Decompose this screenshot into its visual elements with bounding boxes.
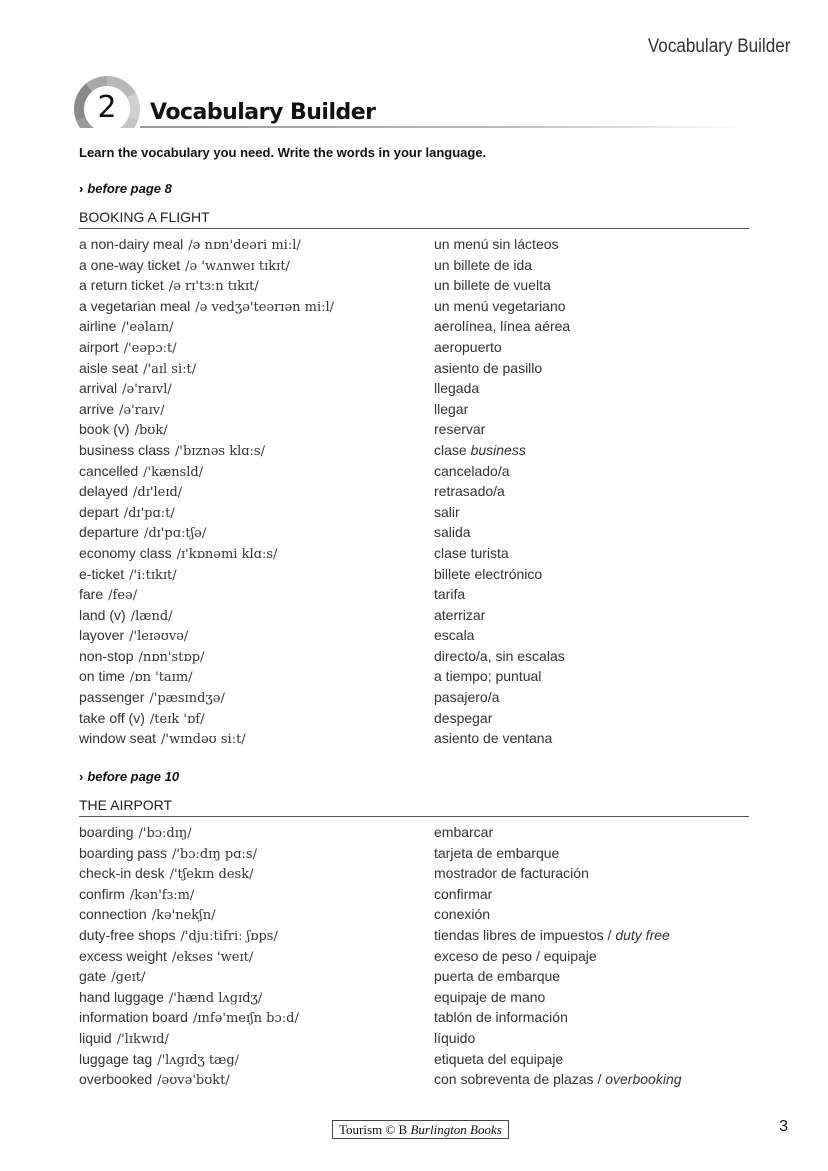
translation-text: con sobreventa de plazas / bbox=[434, 1071, 602, 1088]
vocab-translation bbox=[434, 502, 460, 523]
vocab-translation bbox=[434, 543, 509, 564]
vocab-term: connection bbox=[79, 906, 147, 923]
vocab-term: liquid bbox=[79, 1029, 112, 1046]
vocab-translation bbox=[434, 687, 499, 708]
vocab-entry bbox=[79, 378, 749, 399]
vocab-entry bbox=[79, 584, 749, 605]
vocab-ipa: /'eəpɔːt/ bbox=[123, 340, 177, 356]
vocab-entry bbox=[79, 884, 749, 905]
translation-text: despegar bbox=[434, 709, 493, 726]
section-marker-label: before page 10 bbox=[87, 769, 180, 784]
vocab-translation bbox=[434, 522, 471, 543]
vocab-entry bbox=[79, 708, 749, 729]
vocab-ipa: /'djuːtifriː ʃɒps/ bbox=[180, 928, 278, 944]
vocab-translation bbox=[434, 296, 566, 317]
translation-text: salir bbox=[434, 503, 460, 520]
vocab-ipa: /bʊk/ bbox=[134, 423, 168, 439]
vocab-translation bbox=[434, 966, 560, 987]
vocab-term: a vegetarian meal bbox=[79, 297, 191, 314]
vocab-ipa: /'lʌgɪdʒ tæg/ bbox=[157, 1052, 240, 1068]
vocab-list-the-airport bbox=[79, 822, 749, 1090]
vocab-entry bbox=[79, 337, 749, 358]
vocab-term: a one-way ticket bbox=[79, 256, 181, 273]
vocab-translation bbox=[434, 843, 559, 864]
vocab-entry bbox=[79, 863, 749, 884]
vocab-entry bbox=[79, 1007, 749, 1028]
vocab-ipa: /ə rɪ'tɜːn tɪkɪt/ bbox=[168, 279, 259, 295]
instructions: Learn the vocabulary you need. Write the words in your language. bbox=[79, 145, 487, 160]
vocab-term: business class bbox=[79, 441, 171, 458]
vocab-entry bbox=[79, 646, 749, 667]
vocab-entry bbox=[79, 625, 749, 646]
translation-text: embarcar bbox=[434, 824, 494, 840]
vocab-translation bbox=[434, 316, 570, 337]
translation-text: conexión bbox=[434, 906, 491, 923]
vocab-ipa: /ə'raɪv/ bbox=[119, 402, 165, 418]
vocab-translation bbox=[434, 275, 551, 296]
vocab-term: departure bbox=[79, 524, 139, 541]
vocab-term: depart bbox=[79, 503, 119, 520]
translation-text: asiento de pasillo bbox=[434, 359, 543, 376]
vocab-translation bbox=[434, 1007, 568, 1028]
section-marker bbox=[79, 769, 179, 784]
vocab-term: boarding pass bbox=[79, 844, 167, 861]
vocab-entry bbox=[79, 843, 749, 864]
running-head: Vocabulary Builder bbox=[647, 36, 790, 57]
vocab-translation bbox=[434, 646, 565, 667]
vocab-entry bbox=[79, 481, 749, 502]
vocab-translation bbox=[434, 255, 532, 276]
vocab-translation bbox=[434, 461, 510, 482]
vocab-ipa: /'pæsɪndʒə/ bbox=[149, 691, 225, 707]
vocab-ipa: /kə'nekʃn/ bbox=[151, 908, 216, 924]
footer-copyright: © B bbox=[385, 1122, 408, 1137]
translation-text: tarjeta de embarque bbox=[434, 844, 560, 861]
translation-text: asiento de ventana bbox=[434, 730, 553, 747]
vocab-term: take off (v) bbox=[79, 709, 145, 726]
translation-text: cancelado/a bbox=[434, 462, 510, 479]
vocab-ipa: /dɪ'pɑːtʃə/ bbox=[143, 526, 207, 542]
unit-header bbox=[74, 76, 754, 128]
translation-text: exceso de peso / equipaje bbox=[434, 947, 597, 964]
vocab-translation bbox=[434, 925, 670, 946]
translation-text: directo/a, sin escalas bbox=[434, 647, 565, 664]
vocab-ipa: /lænd/ bbox=[130, 608, 173, 624]
vocab-translation bbox=[434, 234, 559, 255]
section-rule bbox=[79, 228, 749, 229]
vocab-translation bbox=[434, 666, 541, 687]
translation-text: equipaje de mano bbox=[434, 988, 546, 1005]
vocab-ipa: /'kænsld/ bbox=[143, 464, 204, 480]
vocab-term: passenger bbox=[79, 689, 145, 706]
vocab-ipa: /əʊvə'bʊkt/ bbox=[157, 1073, 230, 1089]
vocab-ipa: /ə'raɪvl/ bbox=[122, 382, 172, 398]
translation-text: a tiempo; puntual bbox=[434, 668, 542, 685]
translation-text: retrasado/a bbox=[434, 483, 505, 500]
vocab-entry bbox=[79, 358, 749, 379]
translation-text: aerolínea, línea aérea bbox=[434, 318, 571, 335]
vocab-ipa: /kən'fɜːm/ bbox=[129, 887, 195, 903]
translation-text: tiendas libres de impuestos / bbox=[434, 926, 612, 943]
vocab-ipa: /ə vedʒə'teərɪən miːl/ bbox=[195, 299, 335, 315]
vocab-translation bbox=[434, 419, 485, 440]
vocab-entry bbox=[79, 946, 749, 967]
vocab-list-booking-a-flight bbox=[79, 234, 749, 749]
vocab-entry bbox=[79, 461, 749, 482]
vocab-entry bbox=[79, 987, 749, 1008]
vocab-ipa: /'iːtɪkɪt/ bbox=[129, 567, 177, 583]
section-marker-label: before page 8 bbox=[87, 181, 172, 196]
vocab-term: confirm bbox=[79, 885, 125, 902]
vocab-term: information board bbox=[79, 1009, 188, 1026]
vocab-translation bbox=[434, 440, 526, 461]
translation-text: llegar bbox=[434, 400, 469, 417]
vocab-translation bbox=[434, 399, 468, 420]
vocab-translation bbox=[434, 904, 490, 925]
vocab-entry bbox=[79, 1069, 749, 1090]
translation-text: líquido bbox=[434, 1029, 476, 1046]
chevron-right-icon: › bbox=[79, 181, 84, 196]
translation-text: etiqueta del equipaje bbox=[434, 1050, 564, 1067]
footer-publisher: Burlington Books bbox=[410, 1122, 502, 1137]
footer-course: Tourism bbox=[339, 1122, 383, 1137]
vocab-entry bbox=[79, 564, 749, 585]
vocab-term: land (v) bbox=[79, 606, 126, 623]
translation-italic: overbooking bbox=[605, 1071, 682, 1088]
unit-badge bbox=[74, 76, 144, 128]
vocab-translation bbox=[434, 378, 479, 399]
translation-text: mostrador de facturación bbox=[434, 865, 589, 882]
vocab-term: on time bbox=[79, 668, 125, 685]
vocab-translation bbox=[434, 625, 474, 646]
translation-text: puerta de embarque bbox=[434, 968, 561, 985]
vocab-term: non-stop bbox=[79, 647, 134, 664]
vocab-translation bbox=[434, 1028, 475, 1049]
vocab-ipa: /dɪ'leɪd/ bbox=[133, 485, 183, 501]
vocab-entry bbox=[79, 440, 749, 461]
vocab-translation bbox=[434, 605, 485, 626]
vocab-ipa: /'bɪznəs klɑːs/ bbox=[175, 443, 265, 459]
vocab-entry bbox=[79, 296, 749, 317]
vocab-entry bbox=[79, 966, 749, 987]
vocab-entry bbox=[79, 728, 749, 749]
vocab-ipa: /'hænd lʌgɪdʒ/ bbox=[168, 990, 263, 1006]
translation-text: billete electrónico bbox=[434, 565, 543, 582]
vocab-term: luggage tag bbox=[79, 1050, 153, 1067]
vocab-term: fare bbox=[79, 586, 104, 603]
vocab-translation bbox=[434, 884, 492, 905]
vocab-term: boarding bbox=[79, 824, 134, 840]
translation-text: llegada bbox=[434, 380, 480, 397]
footer-publisher-box bbox=[332, 1120, 509, 1139]
unit-title-rule bbox=[140, 126, 750, 128]
vocab-translation bbox=[434, 728, 552, 749]
vocab-term: arrive bbox=[79, 400, 115, 417]
unit-number: 2 bbox=[97, 90, 117, 125]
vocab-term: aisle seat bbox=[79, 359, 139, 376]
vocab-term: window seat bbox=[79, 730, 157, 747]
vocab-ipa: /teɪk 'ɒf/ bbox=[149, 711, 205, 727]
vocab-translation bbox=[434, 708, 492, 729]
vocab-ipa: /geɪt/ bbox=[111, 970, 146, 986]
vocab-ipa: /'bɔːdɪŋ pɑːs/ bbox=[171, 846, 257, 862]
translation-text: pasajero/a bbox=[434, 689, 500, 706]
vocab-entry bbox=[79, 605, 749, 626]
vocab-ipa: /'leɪəʊvə/ bbox=[129, 629, 189, 645]
vocab-translation bbox=[434, 337, 502, 358]
vocab-term: hand luggage bbox=[79, 988, 164, 1005]
vocab-ipa: /ə nɒn'deəri miːl/ bbox=[188, 238, 301, 253]
vocab-term: delayed bbox=[79, 483, 129, 500]
vocab-entry bbox=[79, 275, 749, 296]
vocab-entry bbox=[79, 522, 749, 543]
vocab-entry bbox=[79, 1049, 749, 1070]
vocab-translation bbox=[434, 584, 465, 605]
translation-text: confirmar bbox=[434, 885, 493, 902]
vocab-ipa: /feə/ bbox=[108, 588, 138, 604]
vocab-translation bbox=[434, 822, 493, 843]
vocab-entry bbox=[79, 904, 749, 925]
unit-title: Vocabulary Builder bbox=[150, 100, 376, 125]
vocab-entry bbox=[79, 234, 749, 255]
vocab-term: excess weight bbox=[79, 947, 167, 964]
vocab-term: a return ticket bbox=[79, 277, 164, 294]
vocab-term: a non-dairy meal bbox=[79, 236, 184, 252]
vocab-ipa: /dɪ'pɑːt/ bbox=[123, 505, 175, 521]
page-number: 3 bbox=[779, 1118, 788, 1135]
vocab-ipa: /ɪnfə'meɪʃn bɔːd/ bbox=[192, 1011, 299, 1027]
translation-text: reservar bbox=[434, 421, 486, 438]
vocab-ipa: /ekses 'weɪt/ bbox=[171, 949, 254, 965]
vocab-term: e-ticket bbox=[79, 565, 125, 582]
vocab-entry bbox=[79, 666, 749, 687]
vocab-term: check-in desk bbox=[79, 865, 165, 882]
vocab-translation bbox=[434, 481, 505, 502]
vocab-term: duty-free shops bbox=[79, 926, 176, 943]
vocab-entry bbox=[79, 502, 749, 523]
vocab-translation bbox=[434, 863, 589, 884]
vocab-ipa: /ɒn 'taɪm/ bbox=[129, 670, 193, 686]
vocab-entry bbox=[79, 419, 749, 440]
translation-text: aeropuerto bbox=[434, 338, 502, 355]
vocab-ipa: /'tʃekɪn desk/ bbox=[169, 867, 254, 883]
translation-text: un menú sin lácteos bbox=[434, 236, 559, 252]
translation-italic: business bbox=[470, 441, 526, 458]
vocab-translation bbox=[434, 1069, 682, 1090]
vocab-translation bbox=[434, 564, 542, 585]
vocab-ipa: /'bɔːdɪŋ/ bbox=[138, 826, 192, 841]
vocab-term: layover bbox=[79, 627, 125, 644]
vocab-translation bbox=[434, 358, 542, 379]
vocab-entry bbox=[79, 255, 749, 276]
vocab-ipa: /'wɪndəʊ siːt/ bbox=[161, 732, 246, 748]
translation-text: clase bbox=[434, 441, 467, 458]
vocab-entry bbox=[79, 822, 749, 843]
vocab-translation bbox=[434, 987, 545, 1008]
vocab-entry bbox=[79, 1028, 749, 1049]
vocab-ipa: /'eəlaɪn/ bbox=[121, 320, 174, 336]
vocab-term: book (v) bbox=[79, 421, 130, 438]
vocab-entry bbox=[79, 687, 749, 708]
vocab-entry bbox=[79, 543, 749, 564]
translation-text: un billete de ida bbox=[434, 256, 533, 273]
vocab-entry bbox=[79, 316, 749, 337]
vocab-term: overbooked bbox=[79, 1071, 153, 1088]
translation-text: aterrizar bbox=[434, 606, 486, 623]
vocab-term: economy class bbox=[79, 544, 172, 561]
section-marker bbox=[79, 181, 172, 196]
translation-text: tarifa bbox=[434, 586, 466, 603]
vocab-term: cancelled bbox=[79, 462, 139, 479]
vocab-ipa: /'aɪl siːt/ bbox=[143, 361, 197, 377]
translation-text: salida bbox=[434, 524, 471, 541]
translation-text: escala bbox=[434, 627, 475, 644]
translation-text: un menú vegetariano bbox=[434, 297, 566, 314]
vocab-entry bbox=[79, 925, 749, 946]
vocab-term: gate bbox=[79, 968, 107, 985]
section-title: BOOKING A FLIGHT bbox=[79, 209, 210, 225]
vocab-translation bbox=[434, 1049, 563, 1070]
chevron-right-icon: › bbox=[79, 769, 84, 784]
vocab-term: airline bbox=[79, 318, 117, 335]
section-title: THE AIRPORT bbox=[79, 797, 173, 813]
vocab-term: airport bbox=[79, 338, 119, 355]
section-rule bbox=[79, 816, 749, 817]
vocab-entry bbox=[79, 399, 749, 420]
vocab-term: arrival bbox=[79, 380, 118, 397]
translation-text: un billete de vuelta bbox=[434, 277, 551, 294]
translation-text: clase turista bbox=[434, 544, 509, 561]
vocab-ipa: /ə 'wʌnweɪ tɪkɪt/ bbox=[185, 258, 290, 274]
vocab-ipa: /nɒn'stɒp/ bbox=[138, 649, 205, 665]
vocab-ipa: /'lɪkwɪd/ bbox=[116, 1031, 169, 1047]
vocab-ipa: /ɪ'kɒnəmi klɑːs/ bbox=[176, 546, 278, 562]
translation-text: tablón de información bbox=[434, 1009, 568, 1026]
vocab-translation bbox=[434, 946, 597, 967]
translation-italic: duty free bbox=[615, 926, 670, 943]
